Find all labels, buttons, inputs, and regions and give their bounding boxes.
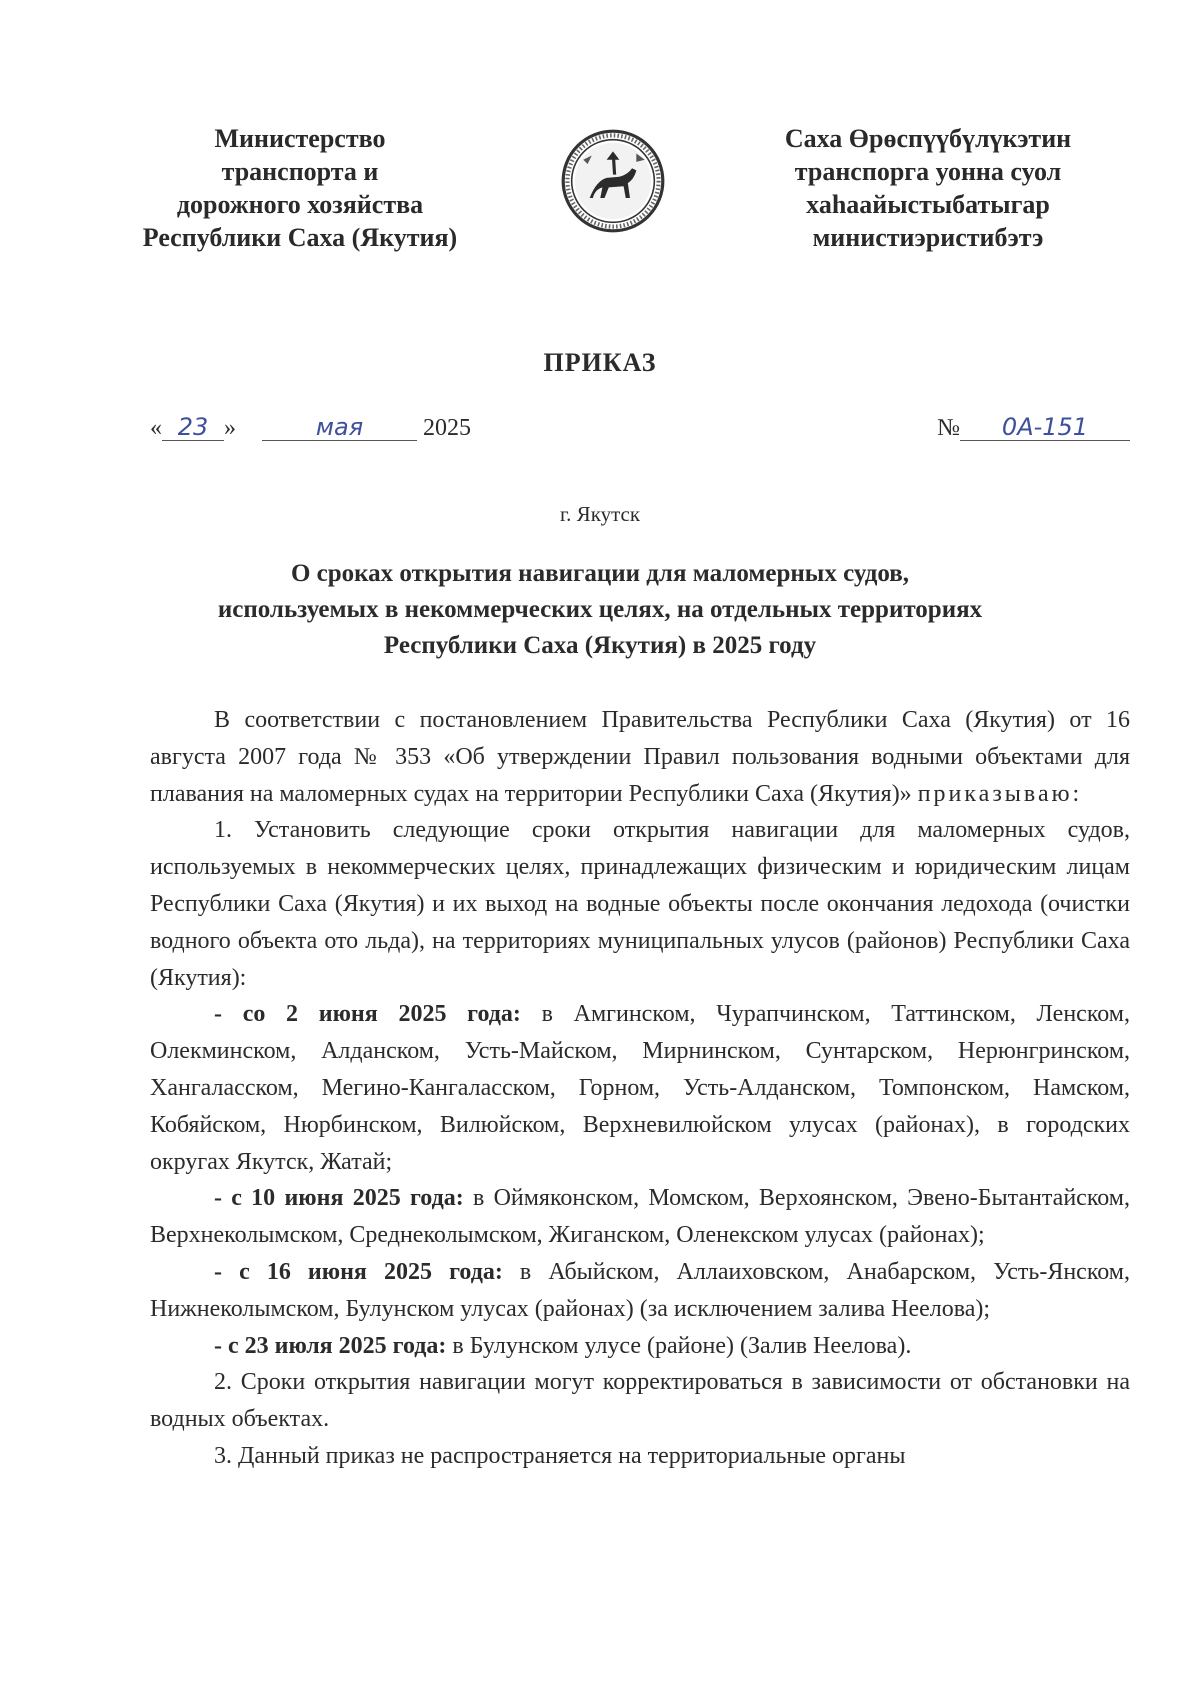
document-title — [120, 556, 1080, 664]
date-item-label: - с 16 июня 2025 года: — [214, 1258, 503, 1285]
document-type-heading: ПРИКАЗ — [543, 348, 657, 377]
prikazyvayu-word: приказываю: — [917, 780, 1083, 807]
date-item — [150, 1180, 1130, 1254]
order-date — [150, 414, 471, 442]
date-item-text: в Оймяконском, Момском, Верхоянском, Эвено-Бытантайском, Верхнеколымском, Среднеколымском, Жиганском, Оленекском улусах (районах); — [150, 1185, 1130, 1249]
ministry-sakha-line: хаһаайыстыбатыгар — [806, 190, 1050, 219]
ministry-sakha-line: транспорга уонна суол — [794, 157, 1062, 186]
ministry-ru-line: Министерство — [214, 124, 386, 153]
title-line: используемых в некоммерческих целях, на отдельных территориях — [217, 596, 983, 623]
date-item — [150, 1328, 1130, 1365]
city: г. Якутск — [559, 502, 641, 526]
sakha-emblem — [560, 128, 666, 234]
item-1: 1. Установить следующие сроки открытия навигации для маломерных судов, используемых в некоммерческих целях, принадлежащих физическим и юридическим лицам Республики Саха (Якутия) и их выход на водные объекты после окончания ледохода (очистки водного объекта ото льда), на территориях муниципальных улусов (районов) Республики Саха (Якутия): — [150, 817, 1130, 991]
date-item — [150, 1254, 1130, 1328]
intro-text: В соответствии с постановлением Правительства Республики Саха (Якутия) от 16 августа 2007 года № 353 «Об утверждении Правил пользования водными объектами для плавания на маломерных судах на территории Республики Саха (Якутия)» — [150, 707, 1130, 807]
ministry-name-sakha — [748, 122, 1108, 254]
quote-close: » — [224, 415, 236, 441]
item-2: 2. Сроки открытия навигации могут корректироваться в зависимости от обстановки на водных объектах. — [150, 1369, 1130, 1433]
date-number-line — [150, 414, 1130, 454]
date-item-label: - с 23 июля 2025 года: — [214, 1332, 447, 1359]
order-year: 2025 — [423, 415, 471, 441]
order-number-value: 0A-151 — [960, 414, 1130, 441]
ministry-ru-line: транспорта и — [221, 157, 379, 186]
title-line: Республики Саха (Якутия) в 2025 году — [383, 632, 817, 659]
ministry-sakha-line: Саха Өрөспүүбүлүкэтин — [784, 124, 1072, 153]
date-item-text: в Абыйском, Аллаиховском, Анабарском, Усть-Янском, Нижнеколымском, Булунском улусах (районах) (за исключением залива Неелова); — [150, 1258, 1130, 1322]
ministry-ru-line: Республики Саха (Якутия) — [142, 223, 458, 252]
date-item-text: в Амгинском, Чурапчинском, Таттинском, Ленском, Олекминском, Алданском, Усть-Майском, Мирнинском, Сунтарском, Нерюнгринском, Хангаласском, Мегино-Кангаласском, Горном, Усть-Алданском, Томпонском, Намском, Кобяйском, Нюрбинском, Вилюйском, Верхневилюйском улусах (районах), в городских округах Якутск, Жатай; — [150, 1001, 1130, 1175]
date-item-label: - с 10 июня 2025 года: — [214, 1185, 464, 1212]
order-month: мая — [262, 414, 417, 441]
order-day: 23 — [162, 414, 224, 441]
ministry-ru-line: дорожного хозяйства — [176, 190, 424, 219]
item-3: 3. Данный приказ не распространяется на территориальные органы — [214, 1442, 906, 1469]
date-item-label: - со 2 июня 2025 года: — [214, 1001, 521, 1028]
ministry-sakha-line: министиэристибэтэ — [812, 223, 1044, 252]
date-item — [150, 996, 1130, 1180]
order-number — [937, 414, 1130, 442]
intro-paragraph — [150, 702, 1130, 812]
date-item-text: в Булунском улусе (районе) (Залив Неелова). — [446, 1332, 912, 1359]
document-body — [150, 702, 1130, 1475]
quote-open: « — [150, 415, 162, 441]
number-sign: № — [937, 415, 960, 441]
title-line: О сроках открытия навигации для маломерных судов, — [290, 560, 910, 587]
ministry-name-russian — [120, 122, 480, 254]
